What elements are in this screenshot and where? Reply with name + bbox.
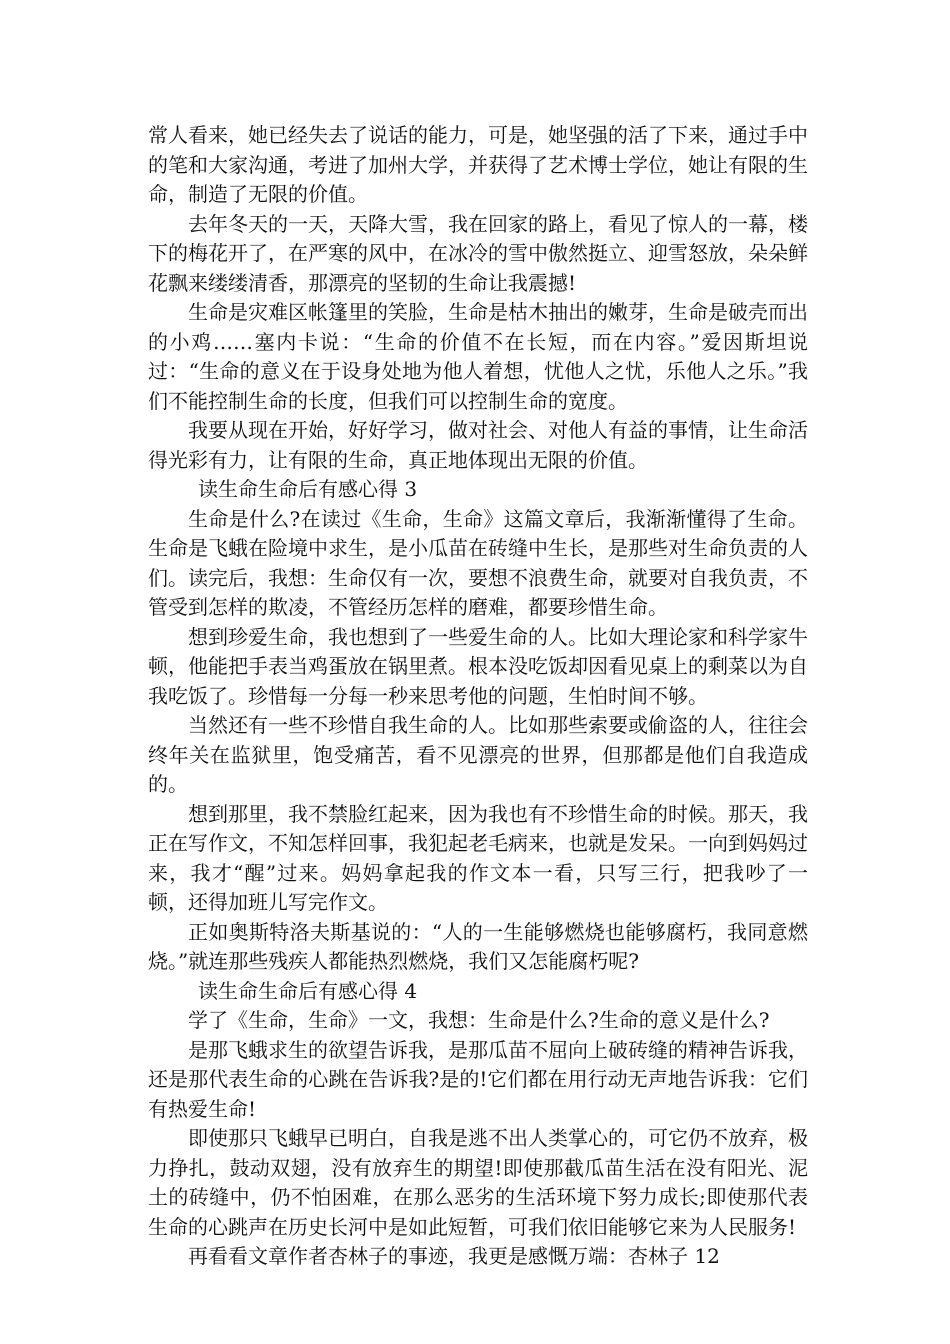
- paragraph-blush: 想到那里，我不禁脸红起来，因为我也有不珍惜生命的时候。那天，我正在写作文，不知怎样回事，我犯起老毛病来，也就是发呆。一向到妈妈过来，我才“醒”过来。妈妈拿起我的作文本一看，只写三行，把我吵了一顿，还得加班儿写完作文。: [148, 801, 808, 914]
- paragraph-author: 再看看文章作者杏林子的事迹，我更是感慨万端：杏林子 12: [188, 1244, 720, 1268]
- paragraph-continuation: 常人看来，她已经失去了说话的能力，可是，她坚强的活了下来，通过手中的笔和大家沟通，考进了加州大学，并获得了艺术博士学位，她让有限的生命，制造了无限的价值。: [148, 123, 808, 206]
- paragraph-newton: 想到珍爱生命，我也想到了一些爱生命的人。比如大理论家和科学家牛顿，他能把手表当鸡蛋放在锅里煮。根本没吃饭却因看见桌上的剩菜以为自我吃饭了。珍惜每一分每一秒来思考他的问题，生怕时间不够。: [148, 624, 808, 708]
- section-heading-4: 读生命生命后有感心得 4: [198, 978, 418, 1003]
- paragraph-question: 学了《生命，生命》一文，我想：生命是什么?生命的意义是什么?: [188, 1008, 770, 1032]
- paragraph-not-cherish: 当然还有一些不珍惜自我生命的人。比如那些索要或偷盗的人，往往会终年关在监狱里，饱受痛苦，看不见漂亮的世界，但那都是他们自我造成的。: [148, 713, 808, 796]
- paragraph-life-quotes: 生命是灾难区帐篷里的笑脸，生命是枯木抽出的嫩芽，生命是破壳而出的小鸡……塞内卡说：“生命的价值不在长短，而在内容。”爱因斯坦说过：“生命的意义在于设身处地为他人着想，忧他人之忧，乐他人之乐。”我们不能控制生命的长度，但我们可以控制生命的宽度。: [148, 300, 808, 413]
- paragraph-even-if: 即使那只飞蛾早已明白，自我是逃不出人类掌心的，可它仍不放弃，极力挣扎，鼓动双翅，没有放弃生的期望!即使那截瓜苗生活在没有阳光、泥土的砖缝中，仍不怕困难，在那么恶劣的生活环境下努力成长;即使那代表生命的心跳声在历史长河中是如此短暂，可我们依旧能够它来为人民服务!: [148, 1126, 808, 1239]
- paragraph-what-is-life: 生命是什么?在读过《生命，生命》这篇文章后，我渐渐懂得了生命。生命是飞蛾在险境中求生，是小瓜苗在砖缝中生长，是那些对生命负责的人们。读完后，我想：生命仅有一次，要想不浪费生命，就要对自我负责，不管受到怎样的欺凌，不管经历怎样的磨难，都要珍惜生命。: [148, 506, 808, 619]
- paragraph-resolution: 我要从现在开始，好好学习，做对社会、对他人有益的事情，让生命活得光彩有力，让有限的生命，真正地体现出无限的价值。: [148, 418, 808, 472]
- section-heading-3: 读生命生命后有感心得 3: [198, 477, 418, 501]
- document-body: [148, 121, 808, 1272]
- paragraph-moth-tells: 是那飞蛾求生的欲望告诉我，是那瓜苗不屈向上破砖缝的精神告诉我，还是那代表生命的心跳在告诉我?是的!它们都在用行动无声地告诉我：它们有热爱生命!: [148, 1037, 808, 1121]
- paragraph-ostrovsky: 正如奥斯特洛夫斯基说的：“人的一生能够燃烧也能够腐朽，我同意燃烧。”就连那些残疾人都能热烈燃烧，我们又怎能腐朽呢?: [148, 919, 808, 973]
- paragraph-snow-plum: 去年冬天的一天，天降大雪，我在回家的路上，看见了惊人的一幕，楼下的梅花开了，在严寒的风中，在冰冷的雪中傲然挺立、迎雪怒放，朵朵鲜花飘来缕缕清香，那漂亮的坚韧的生命让我震撼!: [148, 211, 808, 295]
